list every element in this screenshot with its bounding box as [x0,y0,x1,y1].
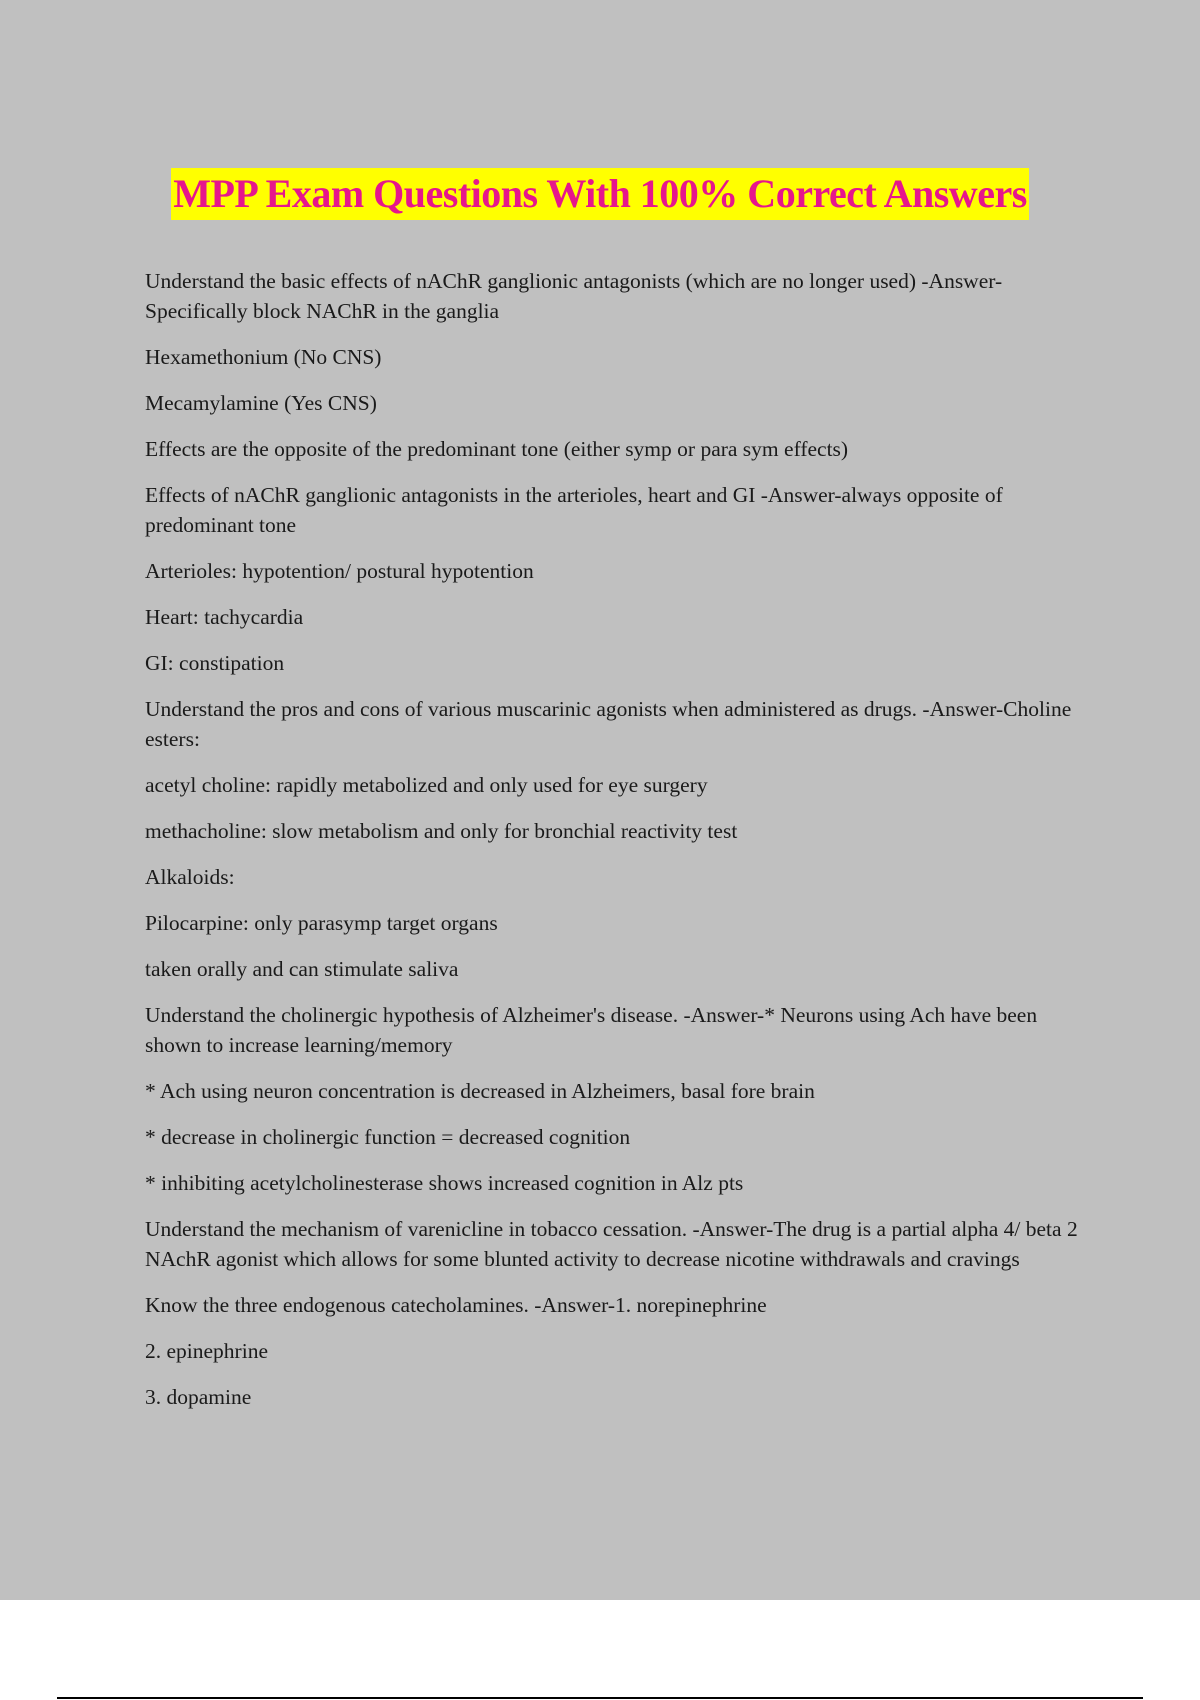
paragraph: 2. epinephrine [145,1339,268,1363]
paragraph: Understand the cholinergic hypothesis of Alzheimer's disease. -Answer-* Neurons using Ach have been shown to increase learning/memory [145,1003,1038,1057]
paragraph: Hexamethonium (No CNS) [145,345,382,369]
page-divider [57,1697,1143,1699]
paragraph: Understand the basic effects of nAChR ganglionic antagonists (which are no longer used) -Answer-Specifically block NAChR in the ganglia [145,269,1003,323]
paragraph: Arterioles: hypotention/ postural hypotention [145,559,534,583]
title-container [0,168,1200,220]
paragraph: * decrease in cholinergic function = decreased cognition [145,1125,631,1149]
paragraph: Know the three endogenous catecholamines. -Answer-1. norepinephrine [145,1293,767,1317]
paragraph: Alkaloids: [145,865,235,889]
paragraph: Effects of nAChR ganglionic antagonists in the arterioles, heart and GI -Answer-always opposite of predominant tone [145,483,1003,537]
paragraph: methacholine: slow metabolism and only for bronchial reactivity test [145,819,738,843]
paragraph: Effects are the opposite of the predominant tone (either symp or para sym effects) [145,437,849,461]
paragraph: acetyl choline: rapidly metabolized and only used for eye surgery [145,773,708,797]
paragraph: Understand the pros and cons of various muscarinic agonists when administered as drugs. -Answer-Choline esters: [145,697,1072,751]
document-title: MPP Exam Questions With 100% Correct Answers [171,168,1029,220]
document-body [145,266,1090,1428]
paragraph: Mecamylamine (Yes CNS) [145,391,377,415]
paragraph: GI: constipation [145,651,285,675]
paragraph: 3. dopamine [145,1385,252,1409]
paragraph: taken orally and can stimulate saliva [145,957,459,981]
paragraph: * inhibiting acetylcholinesterase shows increased cognition in Alz pts [145,1171,744,1195]
paragraph: Pilocarpine: only parasymp target organs [145,911,498,935]
paragraph: * Ach using neuron concentration is decreased in Alzheimers, basal fore brain [145,1079,815,1103]
paragraph: Understand the mechanism of varenicline in tobacco cessation. -Answer-The drug is a partial alpha 4/ beta 2 NAchR agonist which allows for some blunted activity to decrease nicotine withdrawals and cravings [145,1217,1078,1271]
paragraph: Heart: tachycardia [145,605,304,629]
